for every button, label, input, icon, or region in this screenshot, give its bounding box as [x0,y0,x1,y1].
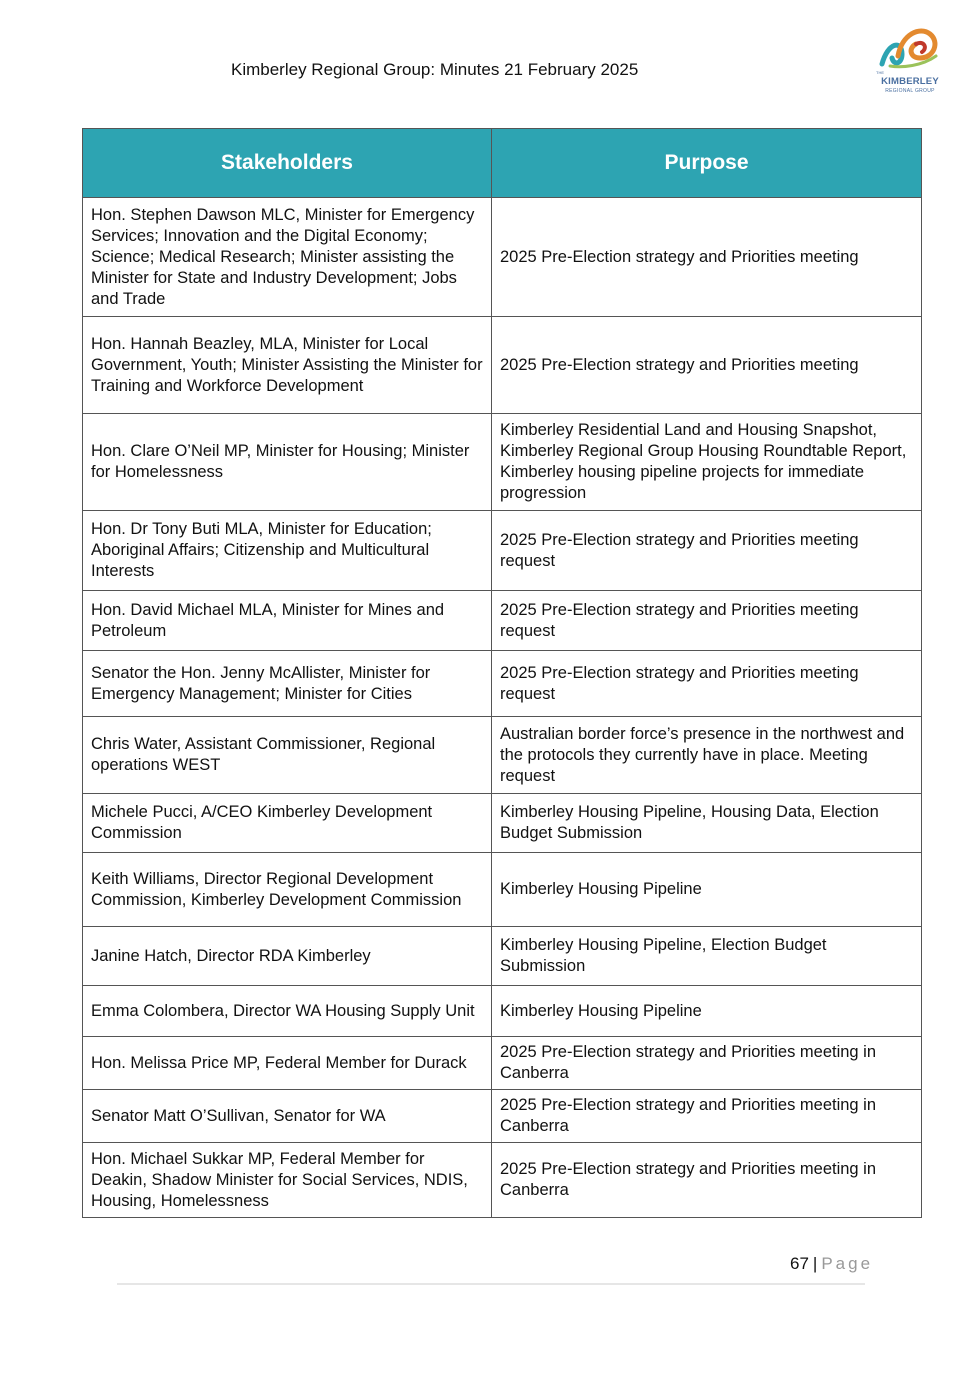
logo-tagline: REGIONAL GROUP [885,88,935,94]
stakeholder-cell: Janine Hatch, Director RDA Kimberley [83,927,492,986]
purpose-cell: 2025 Pre-Election strategy and Priorities meeting in Canberra [492,1143,922,1218]
kimberley-logo [872,20,948,100]
purpose-cell: 2025 Pre-Election strategy and Priorities meeting in Canberra [492,1090,922,1143]
page-footer [790,1254,873,1274]
table-row [83,853,922,927]
page-number: 67 [790,1254,809,1273]
table-row [83,986,922,1037]
logo-small-text: THE [876,70,884,75]
table-row [83,651,922,717]
stakeholder-cell: Senator the Hon. Jenny McAllister, Minister for Emergency Management; Minister for Cities [83,651,492,717]
stakeholder-cell: Hon. David Michael MLA, Minister for Mines and Petroleum [83,591,492,651]
stakeholder-cell: Keith Williams, Director Regional Development Commission, Kimberley Development Commission [83,853,492,927]
purpose-cell: 2025 Pre-Election strategy and Priorities meeting request [492,511,922,591]
purpose-cell: Kimberley Residential Land and Housing Snapshot, Kimberley Regional Group Housing Roundtable Report, Kimberley housing pipeline projects for immediate progression [492,414,922,511]
page-label: Page [821,1254,874,1273]
logo-name: KIMBERLEY [881,76,939,87]
table-row [83,317,922,414]
stakeholder-cell: Hon. Dr Tony Buti MLA, Minister for Education; Aboriginal Affairs; Citizenship and Multicultural Interests [83,511,492,591]
document-header-title: Kimberley Regional Group: Minutes 21 February 2025 [231,60,639,79]
table-row [83,1143,922,1218]
stakeholder-cell: Emma Colombera, Director WA Housing Supply Unit [83,986,492,1037]
purpose-cell: 2025 Pre-Election strategy and Priorities meeting request [492,591,922,651]
table-row [83,927,922,986]
purpose-cell: 2025 Pre-Election strategy and Priorities meeting [492,198,922,317]
purpose-cell: Kimberley Housing Pipeline [492,853,922,927]
footer-rule [117,1283,865,1285]
purpose-cell: 2025 Pre-Election strategy and Priorities meeting in Canberra [492,1037,922,1090]
table-row [83,717,922,794]
purpose-cell: 2025 Pre-Election strategy and Priorities meeting request [492,651,922,717]
header-stakeholders: Stakeholders [83,129,492,198]
stakeholder-cell: Hon. Stephen Dawson MLC, Minister for Emergency Services; Innovation and the Digital Economy; Science; Medical Research; Minister assisting the Minister for State and Industry Development; Jobs and Trade [83,198,492,317]
table-row [83,1037,922,1090]
stakeholder-cell: Hon. Melissa Price MP, Federal Member for Durack [83,1037,492,1090]
stakeholder-cell: Hon. Hannah Beazley, MLA, Minister for Local Government, Youth; Minister Assisting the Minister for Training and Workforce Development [83,317,492,414]
logo-swirl-icon [872,20,948,76]
purpose-cell: Australian border force’s presence in the northwest and the protocols they currently have in place. Meeting request [492,717,922,794]
table-header-row [83,129,922,198]
purpose-cell: Kimberley Housing Pipeline, Housing Data, Election Budget Submission [492,794,922,853]
table-row [83,794,922,853]
table-row [83,511,922,591]
stakeholder-cell: Senator Matt O’Sullivan, Senator for WA [83,1090,492,1143]
footer-separator: | [812,1254,818,1273]
stakeholder-cell: Hon. Clare O’Neil MP, Minister for Housing; Minister for Homelessness [83,414,492,511]
stakeholder-cell: Michele Pucci, A/CEO Kimberley Development Commission [83,794,492,853]
stakeholder-cell: Chris Water, Assistant Commissioner, Regional operations WEST [83,717,492,794]
table-row [83,198,922,317]
stakeholder-cell: Hon. Michael Sukkar MP, Federal Member for Deakin, Shadow Minister for Social Services, NDIS, Housing, Homelessness [83,1143,492,1218]
purpose-cell: Kimberley Housing Pipeline, Election Budget Submission [492,927,922,986]
purpose-cell: Kimberley Housing Pipeline [492,986,922,1037]
purpose-cell: 2025 Pre-Election strategy and Priorities meeting [492,317,922,414]
table-row [83,414,922,511]
stakeholders-table [82,128,922,1218]
header-purpose: Purpose [492,129,922,198]
table-row [83,1090,922,1143]
table-row [83,591,922,651]
